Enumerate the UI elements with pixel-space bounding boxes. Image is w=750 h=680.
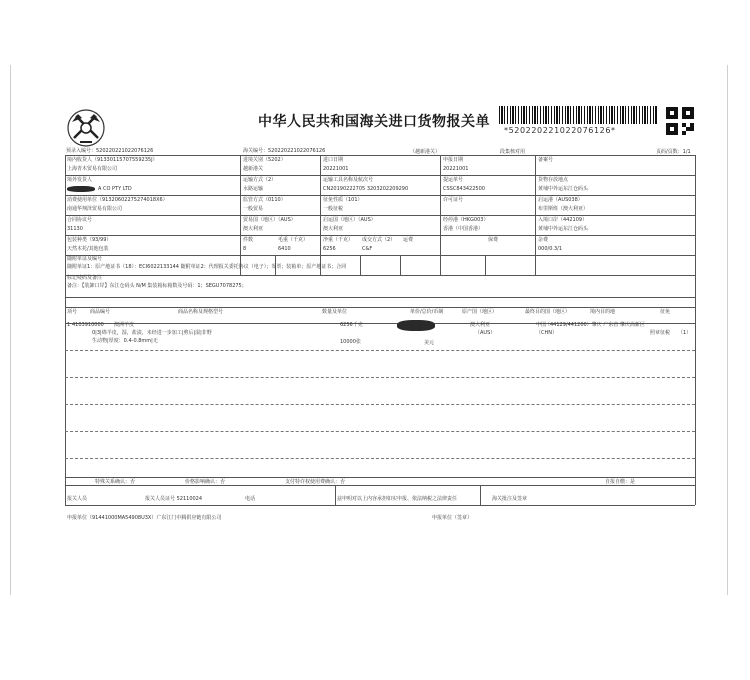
- gross-label: 毛重（千克）: [278, 237, 309, 243]
- contract-label: 合同协议号: [67, 217, 93, 223]
- port-note: （越新港关）: [410, 149, 441, 155]
- goods-header-name: 商品名称及规格型号: [178, 309, 224, 315]
- pack-label: 包装种类（93/99）: [67, 237, 112, 243]
- kind-label: 段集核对用: [500, 149, 526, 155]
- marks-value: 备注：【装卸口岸】东江仓码头 N/M 集装箱标箱数及号码：1；SEGU7078275；: [67, 283, 247, 289]
- page-title: 中华人民共和国海关进口货物报关单: [258, 114, 490, 130]
- consignee-value: 上海青木贸易有限公司: [67, 166, 118, 172]
- storage-value: 黄埔中外运东江仓码头: [538, 186, 589, 192]
- goods-dest-country-code: （CHN）: [536, 330, 557, 336]
- misc-value: 000/0.3/1: [538, 246, 563, 252]
- special-relation: 特殊关系确认：否: [95, 479, 136, 485]
- royalty-confirm: 支付特许权使用费确认：否: [285, 479, 346, 485]
- price-redaction-mark: [397, 320, 435, 331]
- declarant-cert: 报关人员证号 52110024: [145, 496, 203, 502]
- pieces-value: 8: [243, 246, 247, 252]
- goods-code: 4103910000: [72, 322, 104, 328]
- transit-port-value: 香港（中国香港）: [443, 226, 484, 232]
- goods-levy: 照章征税: [650, 330, 671, 336]
- phone-label: 电话: [245, 496, 256, 502]
- shipper-label: 境外发货人: [67, 177, 93, 183]
- goods-header-domestic: 境内目的地: [590, 309, 616, 315]
- goods-idx: 1: [67, 322, 71, 328]
- qr-code-icon: [666, 107, 694, 135]
- goods-dest-country: 中国: [536, 322, 547, 328]
- tax-label: 征免性质（101）: [323, 197, 363, 203]
- record-no-label: 备案号: [538, 157, 554, 163]
- self-report: 自报自缴：是: [605, 479, 636, 485]
- declare-date-value: 20221001: [443, 166, 469, 172]
- deal-label: 成交方式（2）: [362, 237, 396, 243]
- misc-label: 杂费: [538, 237, 549, 243]
- supervision-value: 一般贸易: [243, 206, 264, 212]
- goods-header-code: 商品编号: [90, 309, 111, 315]
- goods-currency: 美元: [424, 340, 435, 346]
- goods-header-idx: 项号: [67, 309, 78, 315]
- vessel-value: CN20190222705 3203202209290: [323, 186, 409, 192]
- page-info: 页码/页数：1/1: [656, 149, 691, 155]
- sheet-edge-right: [727, 65, 728, 595]
- customs-number: 海关编号：520220221022076126: [243, 148, 326, 154]
- contract-value: 31130: [67, 226, 83, 232]
- goods-header-levy: 征免: [660, 309, 671, 315]
- shipper-value: A CO PTY LTD: [98, 186, 132, 192]
- deal-value: C&F: [362, 246, 373, 252]
- dest-port-value: 布里斯班（澳大利亚）: [538, 206, 589, 212]
- goods-levy-code: （1）: [678, 330, 692, 336]
- declarant-label: 报关人员: [67, 496, 88, 502]
- supervision-label: 监管方式（0110）: [243, 197, 286, 203]
- pieces-label: 件数: [243, 237, 254, 243]
- marks-label: 标记唛码及备注: [67, 275, 103, 281]
- goods-header-origin: 原产国（地区）: [462, 309, 498, 315]
- pre-entry-number: 预录入编号：520220221022076126: [66, 148, 154, 154]
- goods-header-qty: 数量及单位: [322, 309, 348, 315]
- goods-origin: 澳大利亚: [470, 322, 491, 328]
- docs-value: 随附单证1：原产地证书（18）：ECI6022133144 随附单证2：代理报关委托协议（电子）；发票；装箱单；原产地证书；合同: [67, 264, 347, 270]
- import-date-label: 进口日期: [323, 157, 344, 163]
- vessel-label: 运输工具名称及航次号: [323, 177, 374, 183]
- net-label: 净重（千克）: [323, 237, 354, 243]
- bl-value: CSSC843422500: [443, 186, 485, 192]
- insurance-label: 保费: [488, 237, 499, 243]
- goods-spec-line2: 生动物|厚度：0.4-0.8mm|无: [92, 338, 158, 344]
- pack-value: 天然木托/其他包装: [67, 246, 109, 252]
- freight-label: 运费: [403, 237, 414, 243]
- transport-label: 运输方式（2）: [243, 177, 277, 183]
- goods-domestic-dest: （44129/441200）肇庆 广东省 肇庆高新区: [545, 322, 645, 328]
- barcode-image: [499, 106, 657, 124]
- trade-country-label: 贸易国（地区）（AUS）: [243, 217, 296, 223]
- goods-name: 澳洲羊皮: [114, 322, 135, 328]
- tax-value: 一般征税: [323, 206, 344, 212]
- import-date-value: 20221001: [323, 166, 349, 172]
- docs-label: 随附单证及编号: [67, 256, 103, 262]
- barcode-text: *520220221022076126*: [504, 126, 616, 135]
- goods-qty-weight: 6256千克: [340, 322, 363, 328]
- statement: 兹申明对以上内容承担如实申报、依法纳税之法律责任: [337, 496, 458, 502]
- license-label: 许可证号: [443, 197, 464, 203]
- trade-country-value: 澳大利亚: [243, 226, 264, 232]
- bl-label: 提运单号: [443, 177, 464, 183]
- gross-value: 6410: [278, 246, 291, 252]
- goods-spec-line1: 0|3|绵羊皮，湿，盐渍，未经进一步加工|剪后|湿|非野: [92, 330, 212, 336]
- entry-place-label: 入境口岸（442109）: [538, 217, 588, 223]
- user-value: 南通华翔泽贸易有限公司: [67, 206, 123, 212]
- storage-label: 货物存放地点: [538, 177, 569, 183]
- origin-country-value: 澳大利亚: [323, 226, 344, 232]
- customs-emblem-icon: [66, 108, 106, 148]
- goods-header-dest: 最终目的国（地区）: [525, 309, 571, 315]
- goods-header-price: 单价/总价/币制: [410, 309, 444, 315]
- redaction-mark: [67, 186, 95, 192]
- seal-label: 申报单位（签章）: [432, 515, 473, 521]
- entry-place-value: 黄埔中外运东江仓码头: [538, 226, 589, 232]
- transit-port-label: 经停港（HKG003）: [443, 217, 489, 223]
- net-value: 6256: [323, 246, 336, 252]
- consignee-label: 境内收货人（91330115707559235J）: [67, 157, 158, 163]
- dest-port-label: 启运港（AUS038）: [538, 197, 583, 203]
- sheet-edge-left: [10, 65, 11, 595]
- goods-qty-pieces: 10000张: [340, 339, 361, 345]
- price-influence: 价格影响确认：否: [185, 479, 226, 485]
- entry-port-value: 越新港关: [243, 166, 264, 172]
- declare-date-label: 申报日期: [443, 157, 464, 163]
- agent-label: 申报单位（91441000MA54908U3X）广东江门中腾供应链有限公司: [67, 515, 222, 521]
- entry-port-label: 进境关别（5202）: [243, 157, 286, 163]
- customs-note: 海关批注及签章: [492, 496, 528, 502]
- origin-country-label: 启运国（地区）（AUS）: [323, 217, 376, 223]
- user-label: 消费使用单位（91320602275274018X6）: [67, 197, 168, 203]
- goods-origin-code: （AUS）: [475, 330, 496, 336]
- transport-value: 水路运输: [243, 186, 264, 192]
